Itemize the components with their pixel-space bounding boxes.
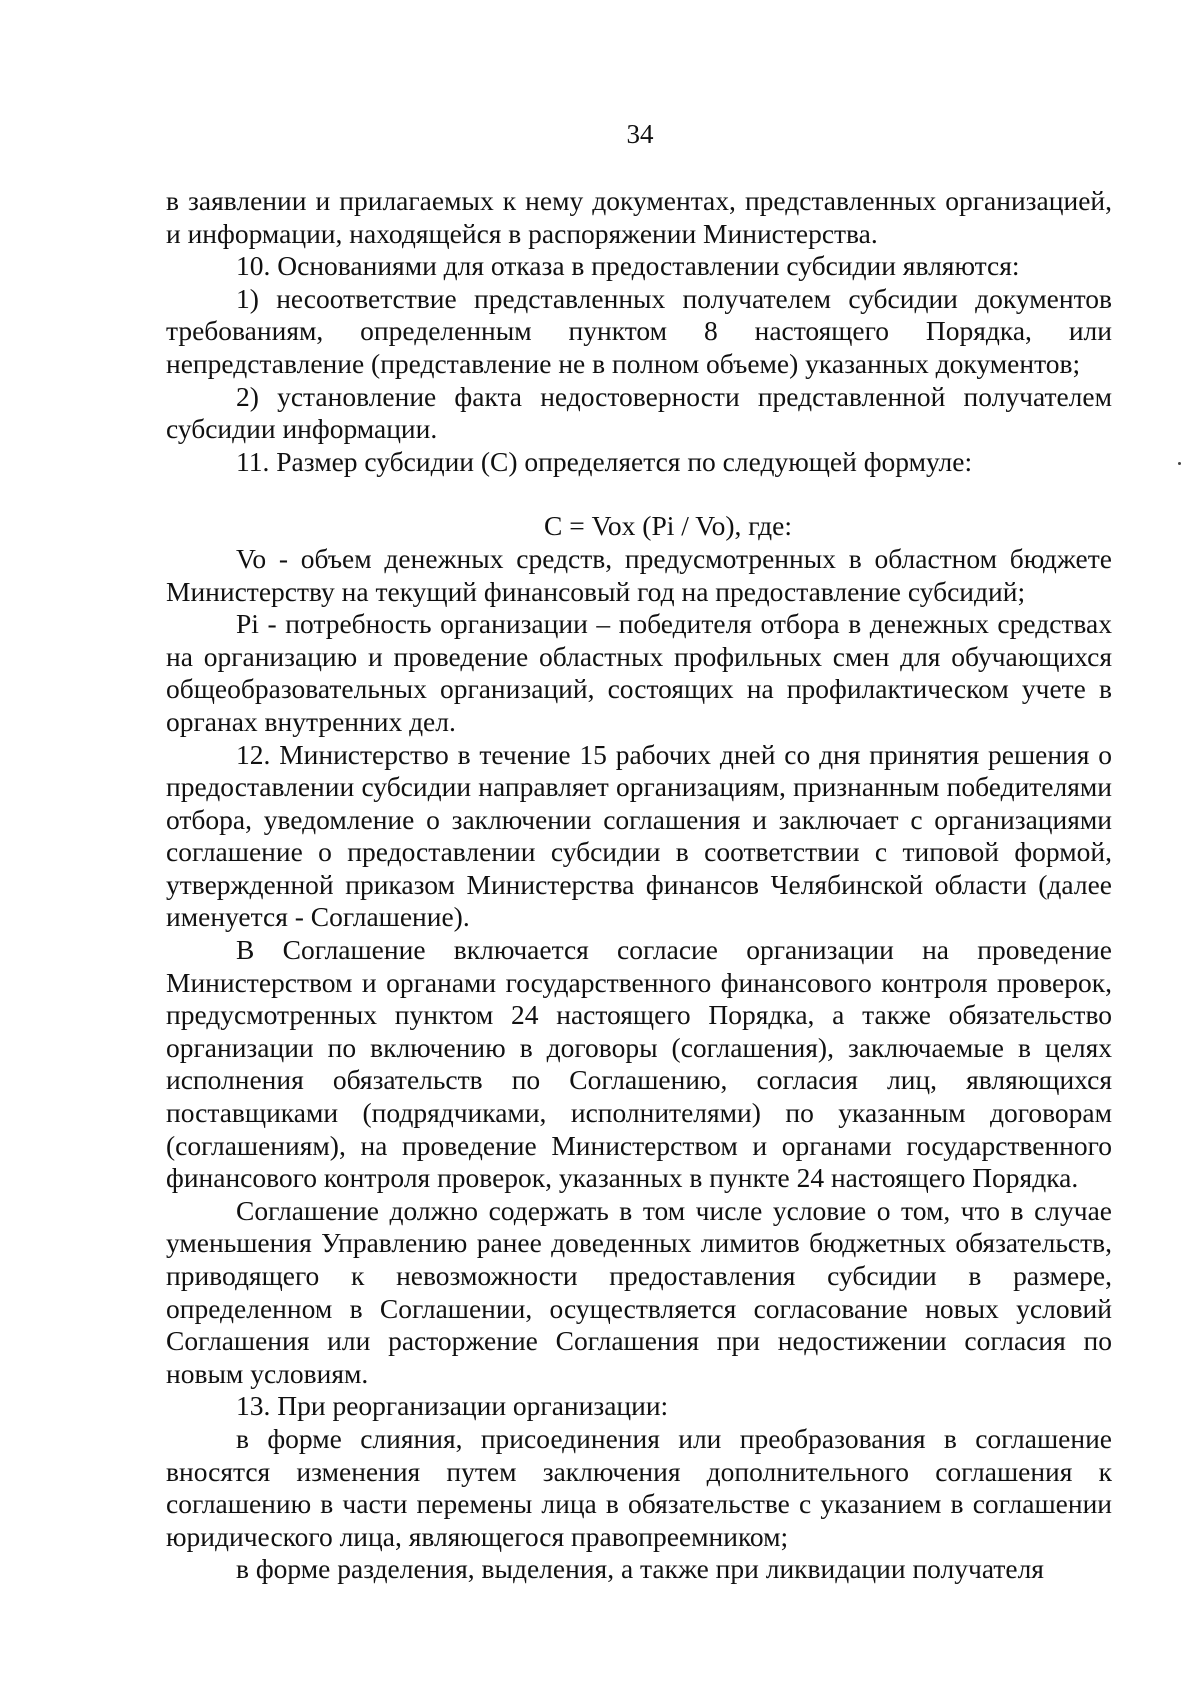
scan-speck xyxy=(1178,462,1181,465)
paragraph-clause-11: 11. Размер субсидии (С) определяется по следующей формуле: xyxy=(236,445,973,477)
paragraph-item-1: 1) несоответствие представленных получателем субсидии документов требованиям, определенным пунктом 8 настоящего Порядка, или непредставление (представление не в полном объеме) указанных документов; xyxy=(166,282,1112,379)
paragraph-agreement-consent: В Соглашение включается согласие организации на проведение Министерством и органами государственного финансового контроля проверок, предусмотренных пунктом 24 настоящего Порядка, а также обязательство организации по включению в договоры (соглашения), заключаемые в целях исполнения обязательств по Соглашению, согласия лиц, являющихся поставщиками (подрядчиками, исполнителями) по указанным договорам (соглашениям), на проведение Министерством и органами государственного финансового контроля проверок, указанных в пункте 24 настоящего Порядка. xyxy=(166,934,1112,1194)
paragraph-clause-10: 10. Основаниями для отказа в предоставлении субсидии являются: xyxy=(236,250,1020,282)
paragraph-item-2: 2) установление факта недостоверности представленной получателем субсидии информации. xyxy=(166,380,1112,445)
paragraph-pi-definition: Pi - потребность организации – победителя отбора в денежных средствах на организацию и проведение областных профильных смен для обучающихся общеобразовательных организаций, состоящих на профилактическом учете в органах внутренних дел. xyxy=(166,608,1112,737)
subsidy-formula: С = Voх (Pi / Vo), где: xyxy=(544,510,792,542)
document-body xyxy=(166,185,1112,1586)
paragraph-division: в форме разделения, выделения, а также при ликвидации получателя xyxy=(236,1553,1044,1585)
paragraph-merger: в форме слияния, присоединения или преобразования в соглашение вносятся изменения путем заключения дополнительного соглашения к соглашению в части перемены лица в обязательстве с указанием в соглашении юридического лица, являющегося правопреемником; xyxy=(166,1422,1112,1552)
paragraph-clause-13: 13. При реорганизации организации: xyxy=(236,1390,669,1422)
page-number: 34 xyxy=(626,119,654,149)
paragraph-continuation: в заявлении и прилагаемых к нему документах, представленных организацией, и информации, находящейся в распоряжении Министерства. xyxy=(166,185,1112,249)
paragraph-vo-definition: Vo - объем денежных средств, предусмотренных в областном бюджете Министерству на текущий финансовый год на предоставление субсидий; xyxy=(166,542,1112,607)
paragraph-clause-12: 12. Министерство в течение 15 рабочих дней со дня принятия решения о предоставлении субсидии направляет организациям, признанным победителями отбора, уведомление о заключении соглашения и заключает с организациями соглашение о предоставлении субсидии в соответствии с типовой формой, утвержденной приказом Министерства финансов Челябинской области (далее именуется - Соглашение). xyxy=(166,738,1112,933)
paragraph-agreement-conditions: Соглашение должно содержать в том числе условие о том, что в случае уменьшения Управлению ранее доведенных лимитов бюджетных обязательств, приводящего к невозможности предоставления субсидии в размере, определенном в Соглашении, осуществляется согласование новых условий Соглашения или расторжение Соглашения при недостижении согласия по новым условиям. xyxy=(166,1194,1112,1389)
